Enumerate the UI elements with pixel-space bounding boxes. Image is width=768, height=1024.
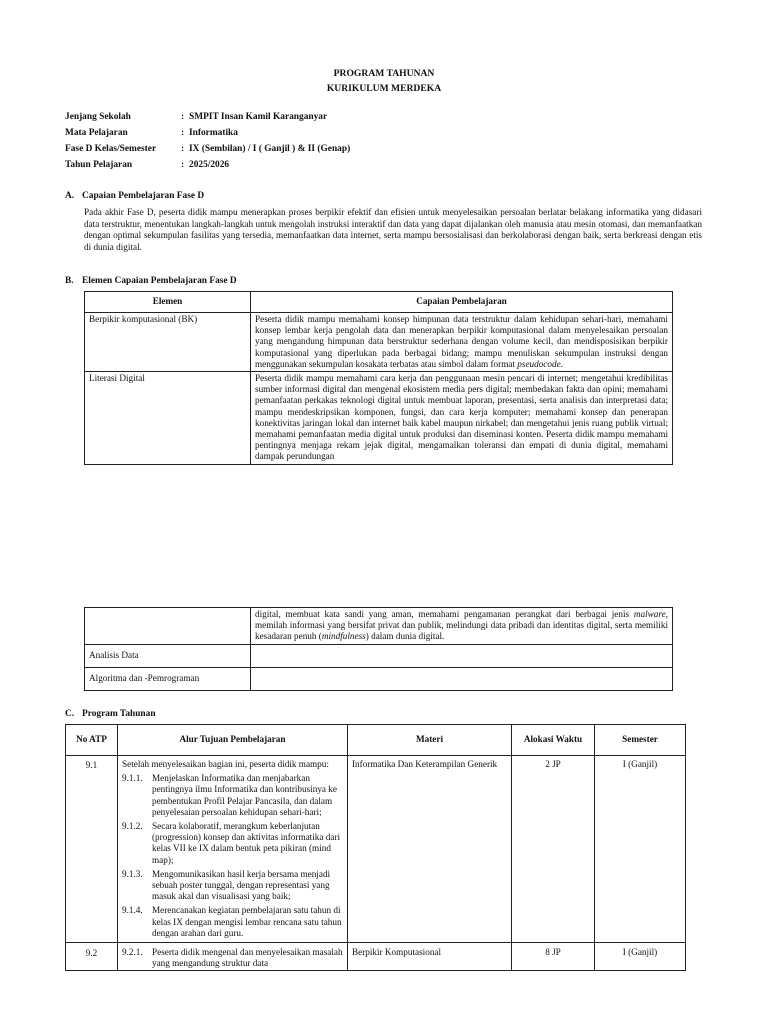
section-number: C. xyxy=(65,709,75,719)
header-materi: Materi xyxy=(348,725,512,756)
element-cell: Literasi Digital xyxy=(85,372,251,465)
meta-colon: : xyxy=(181,160,185,170)
meta-value: SMPIT Insan Kamil Karanganyar xyxy=(189,112,328,122)
meta-row-tahun xyxy=(65,160,229,176)
program-tahunan-table xyxy=(65,724,686,971)
meta-label: Mata Pelajaran xyxy=(65,128,128,138)
meta-label: Tahun Pelajaran xyxy=(65,160,133,170)
meta-value: Informatika xyxy=(189,128,238,138)
element-cell: Berpikir komputasional (BK) xyxy=(85,313,251,372)
list-item xyxy=(122,821,343,866)
table-row xyxy=(66,943,686,971)
meta-colon: : xyxy=(181,112,185,122)
header-atp: Alur Tujuan Pembelajaran xyxy=(118,725,348,756)
alokasi-cell: 2 JP xyxy=(512,756,595,943)
atp-number: 9.2 xyxy=(66,943,118,971)
section-title: Capaian Pembelajaran Fase D xyxy=(82,191,205,201)
section-b-heading xyxy=(65,276,237,287)
item-number: 9.1.1. xyxy=(122,773,143,784)
meta-label: Jenjang Sekolah xyxy=(65,112,131,122)
element-cell: Algoritma dan -Pemrograman xyxy=(85,667,251,690)
page-subtitle: KURIKULUM MERDEKA xyxy=(326,83,442,94)
meta-row-fase xyxy=(65,144,350,160)
meta-colon: : xyxy=(181,128,185,138)
item-number: 9.1.2. xyxy=(122,821,143,832)
item-number: 9.1.3. xyxy=(122,868,143,879)
table-row xyxy=(85,608,673,645)
element-cell: Analisis Data xyxy=(85,644,251,667)
section-title: Elemen Capaian Pembelajaran Fase D xyxy=(82,276,237,286)
cp-cell xyxy=(251,608,673,645)
meta-colon: : xyxy=(181,144,185,154)
cp-cell-empty xyxy=(251,644,673,667)
item-number: 9.2.1. xyxy=(122,947,143,958)
semester-cell: I (Ganjil) xyxy=(595,756,686,943)
header-elemen: Elemen xyxy=(85,292,251,313)
header-alokasi: Alokasi Waktu xyxy=(512,725,595,756)
section-c-heading xyxy=(65,709,156,720)
item-text: Peserta didik mengenal dan menyelesaikan masalah yang mengandung struktur data xyxy=(152,947,343,969)
section-title: Program Tahunan xyxy=(82,709,156,719)
elemen-table-continued xyxy=(84,607,673,691)
table-row xyxy=(85,667,673,690)
section-a-text: Pada akhir Fase D, peserta didik mampu menerapkan proses berpikir efektif dan efisien untuk menyelesaikan persoalan berlatar belakang informatika yang didasari data terstruktur, menentukan langkah-langkah untuk mengolah instruksi interaktif dan data yang dapat dijalankan oleh manusia atau mesin otomasi, dan memanfaatkan dengan optimal sekumpulan fasilitas yang tersedia, memanfaatkan data internet, serta mampu bersosialisasi dan berkolaborasi dengan baik, serta berkreasi dengan etis di dunia digital. xyxy=(84,207,702,253)
cp-text: ) dalam dunia digital. xyxy=(365,631,445,642)
meta-label: Fase D Kelas/Semester xyxy=(65,144,157,154)
page-title: PROGRAM TAHUNAN xyxy=(333,68,435,79)
list-item xyxy=(122,773,343,818)
cp-cell xyxy=(251,313,673,372)
semester-cell: I (Ganjil) xyxy=(595,943,686,971)
section-number: B. xyxy=(65,276,74,286)
section-a-heading xyxy=(65,191,204,202)
meta-row-jenjang xyxy=(65,112,327,128)
item-text: Merencanakan kegiatan pembelajaran satu tahun di kelas IX dengan mengisi lembar rencana satu tahun dengan arahan dari guru. xyxy=(152,905,342,938)
table-row xyxy=(85,313,673,372)
list-item xyxy=(122,947,343,969)
item-text: Mengomunikasikan hasil kerja bersama menjadi sebuah poster tunggal, dengan representasi yang masuk akal dan visualisasi yang baik; xyxy=(152,868,331,902)
cp-cell xyxy=(251,372,673,465)
cp-cell-empty xyxy=(251,667,673,690)
header-no-atp: No ATP xyxy=(66,725,118,756)
item-text: Secara kolaboratif, merangkum keberlanjutan (progression) konsep dan aktivitas informatika dari kelas VII ke IX dalam bentuk peta pikiran (mind map); xyxy=(152,821,341,865)
meta-value: IX (Sembilan) / I ( Ganjil ) & II (Genap) xyxy=(189,144,351,154)
list-item xyxy=(122,869,343,903)
cp-text: digital, membuat kata sandi yang aman, memahami pengamanan perangkat dari berbagai jenis xyxy=(255,609,634,619)
atp-cell xyxy=(118,943,348,971)
element-cell-empty xyxy=(85,608,251,645)
item-text: Menjelaskan Informatika dan menjabarkan pentingnya ilmu Informatika dan kontribusinya ke pembentukan Profil Pelajar Pancasila, dan dalam penyelesaian persoalan kehidupan sehari-hari; xyxy=(152,773,337,817)
cp-italic: mindfulness xyxy=(321,631,366,642)
list-item xyxy=(122,905,343,939)
table-row xyxy=(66,756,686,943)
atp-number: 9.1 xyxy=(66,756,118,943)
header-semester: Semester xyxy=(595,725,686,756)
meta-row-mapel xyxy=(65,128,238,144)
materi-cell: Berpikir Komputasional xyxy=(348,943,512,971)
table-row xyxy=(85,372,673,465)
atp-intro: Setelah menyelesaikan bagian ini, peserta didik mampu: xyxy=(122,759,329,769)
header-capaian: Capaian Pembelajaran xyxy=(251,292,673,313)
cp-text: Peserta didik mampu memahami cara kerja dan penggunaan mesin pencari di internet; mengetahui kredibilitas sumber informasi digital dan mengenal ekosistem media pers digital; membedakan fakta dan opini; memahami pemanfaatan perkakas teknologi digital untuk membuat laporan, presentasi, serta analisis dan interpretasi data; mampu mendeskripsikan komponen, fungsi, dan cara kerja komputer; memahami konsep dan penerapan konektivitas jaringan lokal dan internet baik kabel maupun nirkabel; dan mengetahui jenis ruang publik virtual; memahami pemanfaatan media digital untuk produksi dan diseminasi konten. Peserta didik mampu memahami pentingnya menjaga rekam jejak digital, mengamalkan toleransi dan empati di dunia digital, memahami dampak perundungan xyxy=(255,373,668,462)
item-number: 9.1.4. xyxy=(122,905,143,916)
table-row xyxy=(85,644,673,667)
cp-text: Peserta didik mampu memahami konsep himpunan data terstruktur dalam kehidupan sehari-hari, memahami konsep lembar kerja pengolah data dan menerapkan berpikir komputasional dalam menyelesaikan persoalan yang mengandung himpunan data berstruktur sederhana dengan volume kecil, dan mendisposisikan berpikir komputasional yang diperlukan pada berbagai bidang; mampu menuliskan sekumpulan instruksi dengan menggunakan sekumpulan kosakata terbatas atau simbol dalam format xyxy=(255,314,668,369)
page-break-gap xyxy=(0,480,768,605)
cp-text: , memilah informasi yang bersifat privat dan publik, melindungi data pribadi dan identitas digital, serta memiliki kesadaran penuh ( xyxy=(255,609,668,642)
alokasi-cell: 8 JP xyxy=(512,943,595,971)
elemen-table xyxy=(84,291,673,465)
atp-cell xyxy=(118,756,348,943)
cp-end: . xyxy=(560,358,563,369)
section-number: A. xyxy=(65,191,75,201)
cp-italic: malware xyxy=(633,609,666,619)
meta-value: 2025/2026 xyxy=(189,160,230,170)
materi-cell: Informatika Dan Keterampilan Generik xyxy=(348,756,512,943)
cp-italic: pseudocode xyxy=(517,358,561,369)
